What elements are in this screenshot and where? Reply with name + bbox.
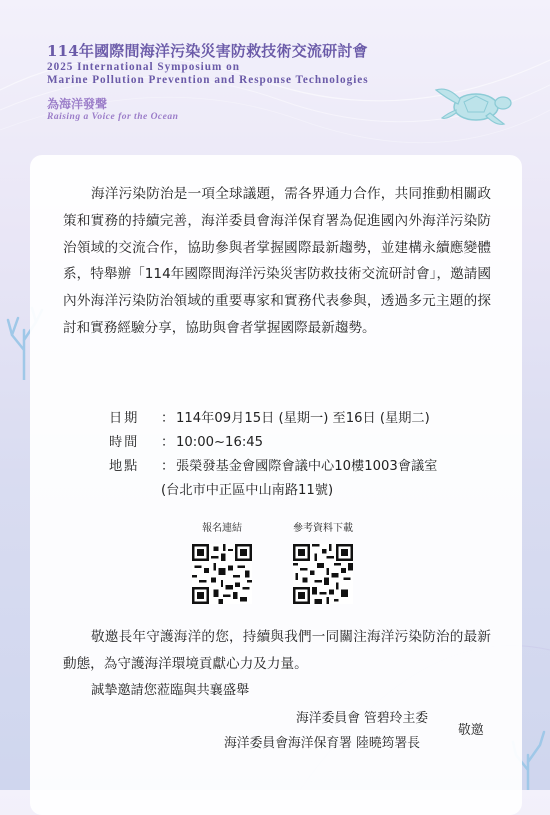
- place-colon: ：: [161, 459, 175, 474]
- slogan-zh: 為海洋發聲: [47, 97, 108, 111]
- register-qr-block[interactable]: [186, 519, 258, 604]
- invite-word: 敬邀: [458, 723, 484, 738]
- date-label: 日期: [109, 411, 140, 426]
- regards-line: 誠摯邀請您蒞臨與共襄盛舉: [91, 683, 250, 698]
- slogan-en: Raising a Voice for the Ocean: [47, 112, 179, 122]
- qr-code-icon[interactable]: [293, 544, 353, 604]
- event-info: [109, 407, 437, 503]
- place-address: (台北市中正區中山南路11號): [161, 483, 334, 498]
- event-title-en-line-2: Marine Pollution Prevention and Response Technologies: [47, 74, 369, 86]
- event-title-zh: 114年國際間海洋污染災害防救技術交流研討會: [47, 42, 368, 60]
- event-title-en-line-1: 2025 International Symposium on: [47, 61, 240, 73]
- date-colon: ：: [161, 411, 175, 426]
- place-value: 張榮發基金會國際會議中心10樓1003會議室: [176, 459, 438, 474]
- time-label: 時間: [109, 435, 140, 450]
- qr-code-icon[interactable]: [192, 544, 252, 604]
- register-qr-label: 報名連結: [202, 523, 242, 534]
- download-qr-label: 參考資料下載: [293, 523, 353, 534]
- date-row: [109, 407, 437, 431]
- sea-turtle-icon: [430, 80, 522, 130]
- event-header: [47, 40, 487, 122]
- download-qr-block[interactable]: [287, 519, 359, 604]
- date-value: 114年09月15日 (星期一) 至16日 (星期二): [176, 411, 430, 426]
- intro-paragraph: 海洋污染防治是一項全球議題，需各界通力合作，共同推動相關政策和實務的持續完善，海洋委員會海洋保育署為促進國內外海洋污染防治領域的交流合作，協助參與者掌握國際最新趨勢，並建構永續應變體系，特舉辦「114年國際間海洋污染災害防救技術交流研討會」，邀請國內外海洋污染防治領域的重要專家和實務代表參與，透過多元主題的探討和實務經驗分享，協助與會者掌握國際最新趨勢。: [63, 186, 491, 336]
- time-row: [109, 431, 437, 455]
- place-row: [109, 455, 437, 479]
- closing-paragraph: 敬邀長年守護海洋的您，持續與我們一同關注海洋污染防治的最新動態，為守護海洋環境貢獻心力及力量。: [63, 629, 491, 672]
- signature-line-2: 海洋委員會海洋保育署 陸曉筠署長: [224, 736, 421, 751]
- signature-line-1: 海洋委員會 管碧玲主委: [296, 711, 429, 726]
- place-label: 地點: [109, 459, 140, 474]
- time-value: 10:00~16:45: [176, 435, 264, 450]
- time-colon: ：: [161, 435, 175, 450]
